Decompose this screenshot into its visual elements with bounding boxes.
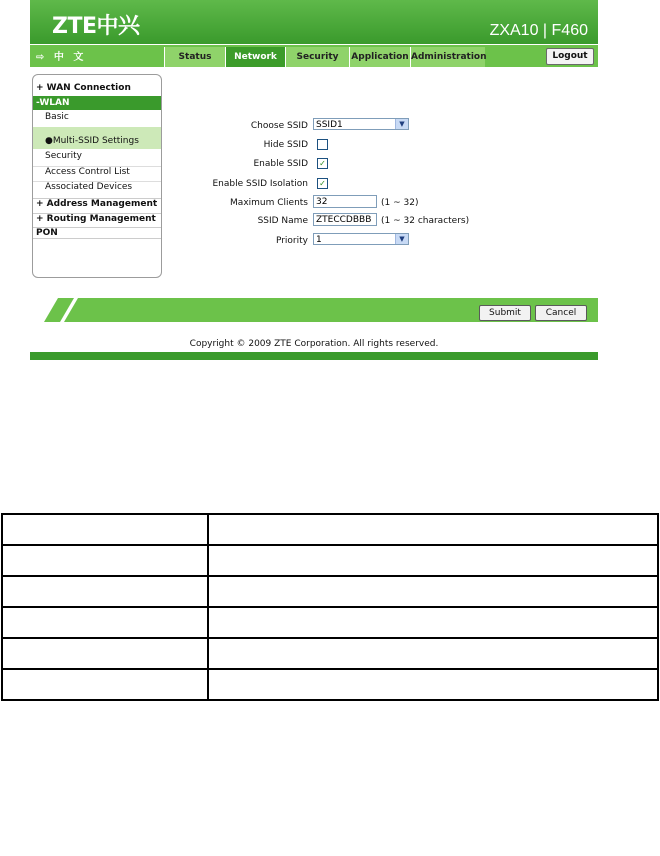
table-row <box>2 669 658 700</box>
max-clients-input[interactable]: 32 <box>313 195 377 208</box>
choose-ssid-label: Choose SSID <box>250 121 308 131</box>
cancel-button[interactable]: Cancel <box>535 305 587 321</box>
sidebar-item-access-control-list[interactable]: Access Control List <box>33 166 162 177</box>
zte-logo: ZTE中兴 <box>52 14 140 39</box>
tab-network[interactable]: Network <box>225 47 285 67</box>
ssid-isolation-checkbox[interactable]: ✓ <box>317 178 328 189</box>
sidebar-item-routing-management[interactable]: + Routing Management <box>33 213 162 224</box>
device-model: ZXA10 | F460 <box>489 22 588 39</box>
sidebar-item-wlan[interactable]: -WLAN <box>33 96 162 110</box>
priority-label: Priority <box>275 236 308 246</box>
logout-button[interactable]: Logout <box>546 48 594 65</box>
footer-strip <box>30 352 598 360</box>
choose-ssid-select[interactable] <box>313 118 409 130</box>
chevron-down-icon: ▼ <box>395 119 408 129</box>
priority-value: 1 <box>316 235 322 245</box>
hide-ssid-checkbox[interactable] <box>317 139 328 150</box>
table-row <box>2 638 658 669</box>
tab-administration[interactable]: Administration <box>410 47 485 67</box>
copyright-text: Copyright © 2009 ZTE Corporation. All rights reserved. <box>189 339 439 349</box>
sidebar-item-pon[interactable]: PON <box>33 227 162 239</box>
sidebar-item-basic[interactable]: Basic <box>45 112 69 122</box>
hide-ssid-label: Hide SSID <box>263 140 308 150</box>
ssid-name-input[interactable]: ZTECCDBBB <box>313 213 377 226</box>
max-clients-label: Maximum Clients <box>230 198 308 208</box>
ssid-name-label: SSID Name <box>257 216 308 226</box>
table-row <box>2 607 658 638</box>
chevron-down-icon: ▼ <box>395 234 408 244</box>
blank-table <box>1 513 659 701</box>
table-row <box>2 545 658 576</box>
priority-select[interactable] <box>313 233 409 245</box>
router-web-ui <box>30 0 598 360</box>
language-switch-link[interactable]: ⇨ 中 文 <box>36 52 87 63</box>
tab-security[interactable]: Security <box>285 47 349 67</box>
sidebar-item-multi-ssid-settings[interactable]: ●Multi-SSID Settings <box>33 127 162 149</box>
enable-ssid-label: Enable SSID <box>253 159 308 169</box>
submit-button[interactable]: Submit <box>479 305 531 321</box>
tab-status[interactable]: Status <box>164 47 225 67</box>
sidebar-item-associated-devices[interactable]: Associated Devices <box>33 181 162 192</box>
choose-ssid-value: SSID1 <box>316 120 343 130</box>
tab-application[interactable]: Application <box>349 47 410 67</box>
table-row <box>2 514 658 545</box>
ssid-name-hint: (1 ~ 32 characters) <box>381 216 470 226</box>
sidebar-item-wan-connection[interactable]: + WAN Connection <box>36 83 131 93</box>
enable-ssid-checkbox[interactable]: ✓ <box>317 158 328 169</box>
sidebar-item-address-management[interactable]: + Address Management <box>33 198 162 209</box>
ssid-isolation-label: Enable SSID Isolation <box>212 179 308 189</box>
table-row <box>2 576 658 607</box>
max-clients-hint: (1 ~ 32) <box>381 198 419 208</box>
sidebar-item-security[interactable]: Security <box>45 151 82 161</box>
